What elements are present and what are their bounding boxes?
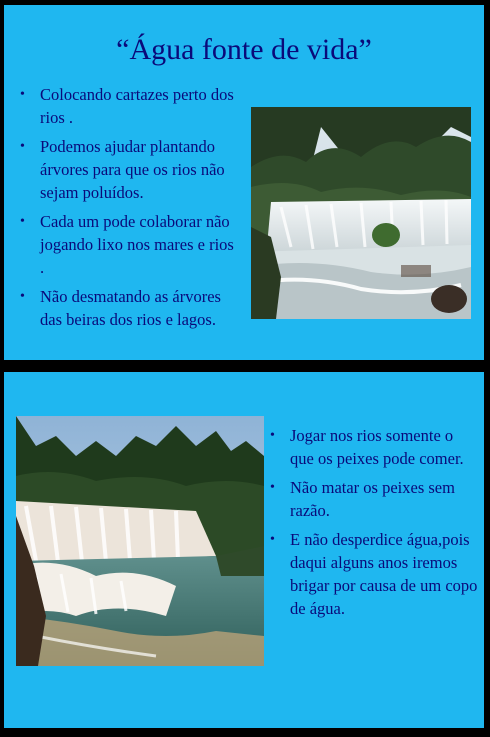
bullet-icon: • <box>270 428 275 443</box>
bullet-item: • Podemos ajudar plantando árvores para que os rios não sejam poluídos. <box>20 137 225 202</box>
slide-2 <box>4 372 484 728</box>
bullet-item: • Colocando cartazes perto dos rios . <box>20 85 234 127</box>
bullet-icon: • <box>20 139 25 154</box>
bullet-item: • E não desperdice água,pois daqui alguns anos iremos brigar por causa de um copo de água. <box>270 530 478 618</box>
bullet-list-1 <box>18 83 240 337</box>
bullet-icon: • <box>20 289 25 304</box>
bullet-icon: • <box>270 480 275 495</box>
bullet-item: • Não desmatando as árvores das beiras dos rios e lagos. <box>20 287 221 329</box>
bullet-item: • Cada um pode colaborar não jogando lixo nos mares e rios . <box>20 212 234 277</box>
slide-title: “Água fonte de vida” <box>116 33 372 66</box>
slide-1 <box>4 5 484 360</box>
waterfall-photo-2 <box>16 416 264 666</box>
bullet-icon: • <box>20 87 25 102</box>
bullet-icon: • <box>270 532 275 547</box>
bullet-list-2 <box>268 424 478 626</box>
bullet-item: • Não matar os peixes sem razão. <box>270 478 455 520</box>
bullet-item: • Jogar nos rios somente o que os peixes pode comer. <box>270 426 464 468</box>
waterfall-photo-1 <box>251 107 471 319</box>
bullet-icon: • <box>20 214 25 229</box>
